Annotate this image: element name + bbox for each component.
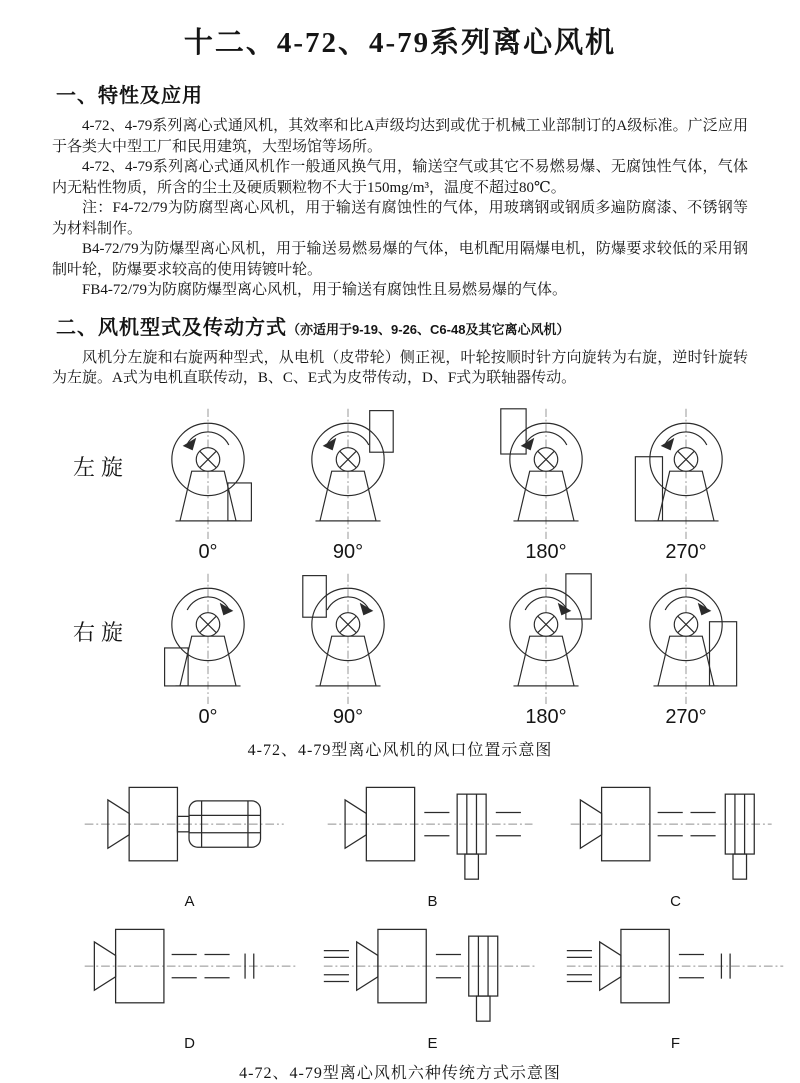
transmission-diagram-c: [558, 770, 793, 910]
rotation-label-left: 左旋: [72, 454, 129, 480]
fan-diagram-left-180: [476, 405, 616, 564]
angle-label: 270°: [665, 540, 707, 563]
section-type-heading: [56, 311, 748, 340]
transmission-caption: 4-72、4-79型离心风机六种传统方式示意图: [239, 1064, 561, 1082]
angle-label: 90°: [332, 705, 364, 728]
transmission-diagram-b: [315, 770, 550, 910]
belt-drive-icon: [320, 912, 546, 1026]
left-rotation-row: [52, 405, 748, 564]
coupling-drive-icon: [77, 912, 303, 1026]
fan-volute-icon: [620, 570, 752, 706]
section-type-heading-note: （亦适用于9-19、9-26、C6-48及其它离心风机）: [287, 321, 570, 337]
fan-volute-icon: [142, 405, 274, 541]
features-paragraph-5: FB4-72/79为防腐防爆型离心风机，用于输送有腐蚀性且易燃易爆的气体。: [82, 282, 568, 298]
outlet-caption: 4-72、4-79型离心风机的风口位置示意图: [247, 741, 553, 759]
transmission-diagram-f: [558, 912, 793, 1052]
fan-diagram-right-90: [278, 570, 418, 729]
fan-diagram-right-180: [476, 570, 616, 729]
transmission-row-1: [52, 770, 748, 910]
rotation-label-right: 右旋: [72, 619, 129, 645]
features-paragraph-2: 4-72、4-79系列离心式通风机作一般通风换气用，输送空气或其它不易燃易爆、无腐蚀性气体，气体内无粘性物质，所含的尘土及硬质颗粒物不大于150mg/m³，温度不超过80℃。: [52, 159, 748, 196]
features-paragraph-4: B4-72/79为防爆型离心风机，用于输送易燃易爆的气体，电机配用隔爆电机，防爆要求较低的采用钢制叶轮，防爆要求较高的使用铸镀叶轮。: [52, 241, 748, 278]
type-paragraph: 风机分左旋和右旋两种型式，从电机（皮带轮）侧正视，叶轮按顺时针方向旋转为右旋，逆时针旋转为左旋。A式为电机直联传动，B、C、E式为皮带传动，D、F式为联轴器传动。: [52, 349, 748, 386]
direct-drive-icon: [77, 770, 303, 884]
section-type-heading-text: 二、风机型式及传动方式: [56, 316, 287, 339]
belt-drive-icon: [563, 770, 789, 884]
outlet-position-diagrams: [52, 405, 748, 729]
section-features-heading: [56, 79, 748, 108]
transmission-label-b: B: [427, 892, 438, 910]
fan-volute-icon: [620, 405, 752, 541]
angle-label: 180°: [525, 705, 567, 728]
fan-diagram-left-270: [616, 405, 756, 564]
transmission-label-e: E: [427, 1034, 438, 1052]
fan-diagram-left-0: [138, 405, 278, 564]
fan-diagram-left-90: [278, 405, 418, 564]
features-paragraph-3: 注：F4-72/79为防腐型离心风机，用于输送有腐蚀性的气体，用玻璃钢或钢质多遍防腐漆、不锈钢等为材料制作。: [52, 200, 748, 237]
belt-drive-icon: [320, 770, 546, 884]
transmission-label-c: C: [670, 892, 681, 910]
page-title: 十二、4-72、4-79系列离心风机: [183, 27, 617, 59]
transmission-diagram-a: [72, 770, 307, 910]
fan-volute-icon: [282, 405, 414, 541]
fan-volute-icon: [480, 405, 612, 541]
transmission-diagram-d: [72, 912, 307, 1052]
angle-label: 0°: [198, 540, 218, 563]
right-rotation-row: [52, 570, 748, 729]
fan-volute-icon: [142, 570, 274, 706]
coupling-drive-icon: [563, 912, 789, 1026]
angle-label: 270°: [665, 705, 707, 728]
transmission-row-2: [52, 912, 748, 1052]
angle-label: 0°: [198, 705, 218, 728]
fan-diagram-right-0: [138, 570, 278, 729]
transmission-label-a: A: [184, 892, 195, 910]
fan-volute-icon: [282, 570, 414, 706]
transmission-label-f: F: [670, 1034, 681, 1052]
transmission-label-d: D: [184, 1034, 195, 1052]
angle-label: 90°: [332, 540, 364, 563]
transmission-diagram-e: [315, 912, 550, 1052]
fan-diagram-right-270: [616, 570, 756, 729]
fan-volute-icon: [480, 570, 612, 706]
angle-label: 180°: [525, 540, 567, 563]
features-paragraph-1: 4-72、4-79系列离心式通风机，其效率和比A声级均达到或优于机械工业部制订的A级标准。广泛应用于各类大中型工厂和民用建筑，大型场馆等场所。: [52, 118, 748, 155]
section-features-heading-text: 一、特性及应用: [56, 85, 203, 107]
